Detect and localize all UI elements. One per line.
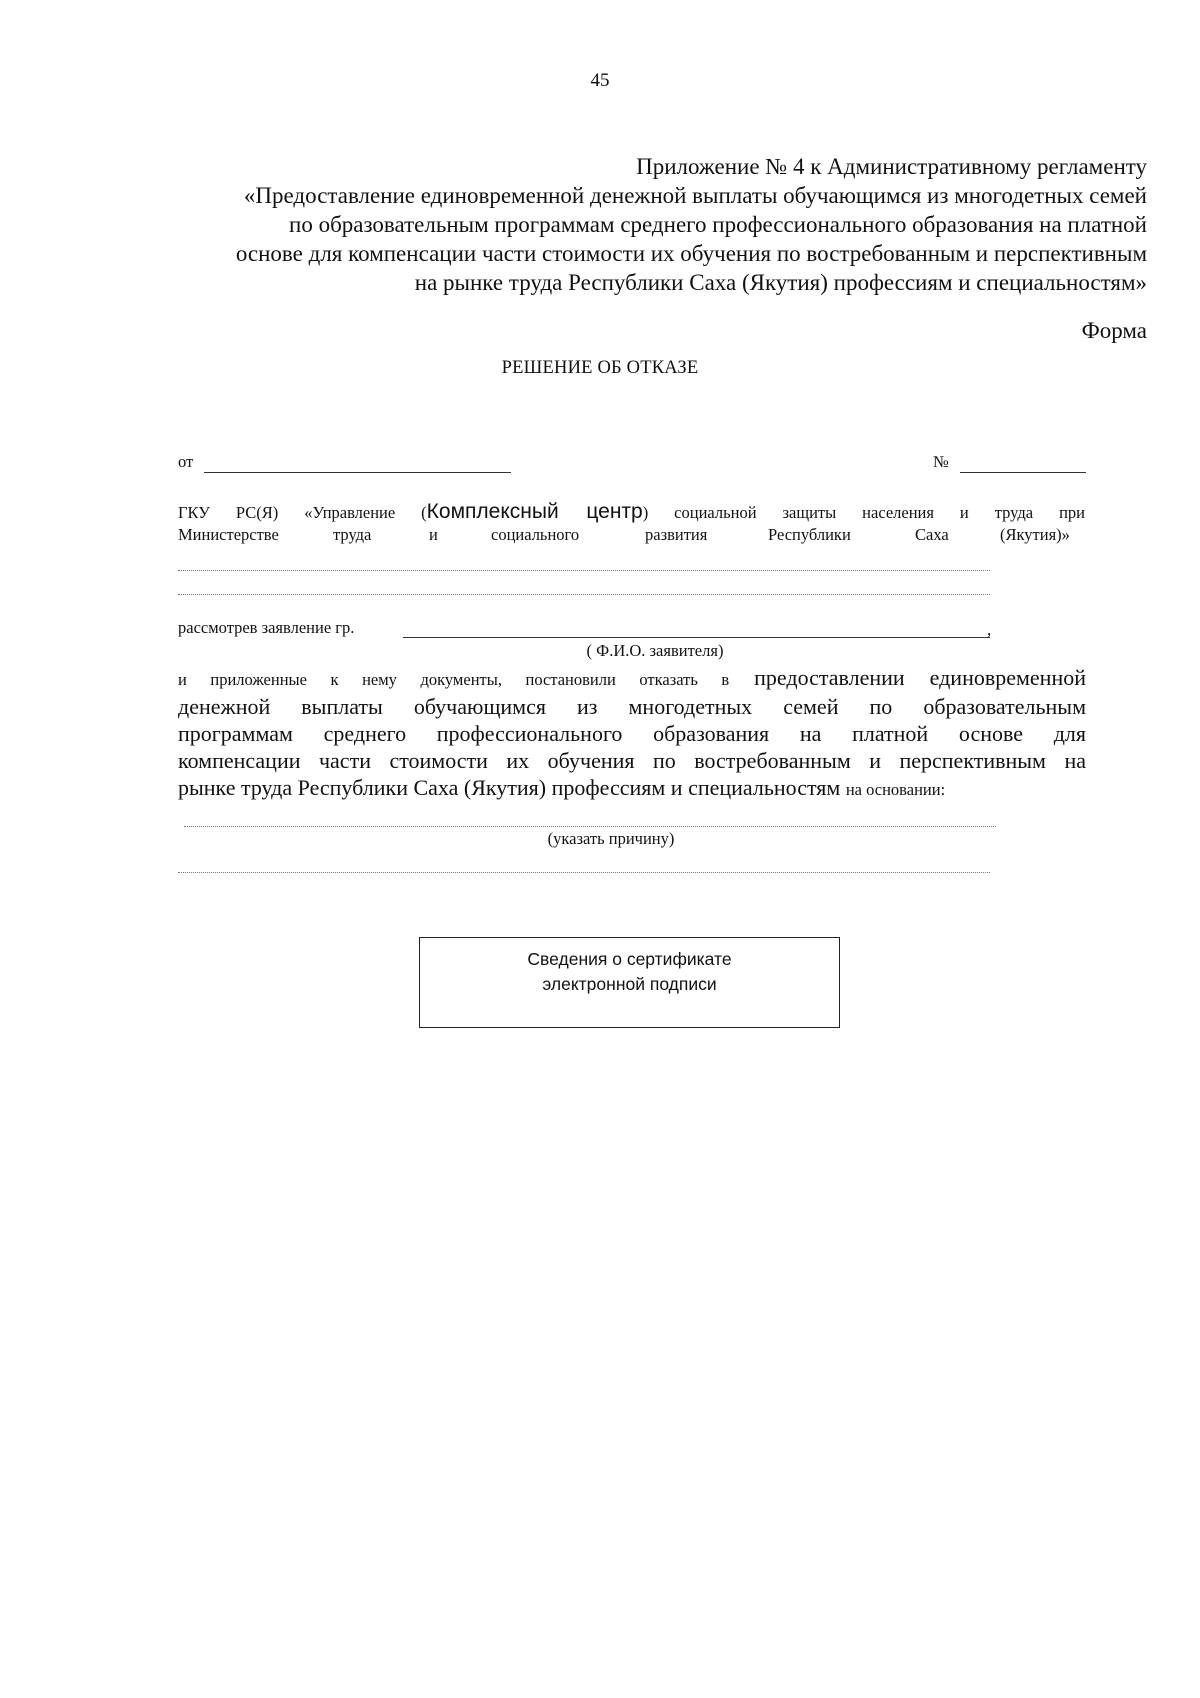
organization-center-name: Комплексный центр [426, 500, 643, 523]
reason-blank-line [184, 826, 996, 827]
applicant-name-blank-line [403, 637, 990, 638]
appendix-line: основе для компенсации части стоимости их обучения по востребованным и перспективным [235, 241, 1147, 266]
date-label: от [178, 452, 194, 471]
body-line: программам среднего профессионального образования на платной основе для [178, 721, 1086, 746]
blank-line [178, 594, 990, 595]
page-number: 45 [590, 70, 610, 91]
organization-word: Республики [768, 525, 851, 544]
applicant-name-hint: ( Ф.И.О. заявителя) [586, 641, 724, 660]
organization-line-1 [178, 498, 1085, 526]
decision-body [178, 664, 1086, 803]
body-small-text: и приложенные к нему документы, постановили отказать в [178, 670, 730, 689]
decision-title: РЕШЕНИЕ ОБ ОТКАЗЕ [501, 358, 699, 378]
organization-word: развития [645, 525, 708, 544]
reason-blank-line-2 [178, 872, 990, 873]
reviewed-label: рассмотрев заявление гр. [178, 618, 355, 637]
comma: , [987, 620, 992, 639]
body-small-text: на основании: [845, 780, 946, 799]
appendix-header [147, 152, 1147, 297]
number-blank-line [960, 472, 1086, 473]
body-line [178, 774, 1086, 803]
body-line: денежной выплаты обучающимся из многодетных семей по образовательным [178, 694, 1086, 719]
body-text: предоставлении единовременной [754, 665, 1087, 690]
number-label: № [933, 452, 949, 471]
organization-text: ГКУ РС(Я) «Управление ( [178, 503, 427, 522]
body-line: компенсации части стоимости их обучения по востребованным и перспективным на [178, 748, 1086, 773]
appendix-line: «Предоставление единовременной денежной выплаты обучающимся из многодетных семей [243, 183, 1147, 208]
organization-word: и [429, 525, 438, 544]
date-blank-line [204, 472, 511, 473]
signature-box-line: электронной подписи [542, 974, 717, 994]
appendix-line: на рынке труда Республики Саха (Якутия) профессиям и специальностям» [414, 270, 1147, 295]
organization-word: Саха [915, 525, 949, 544]
signature-box-line: Сведения о сертификате [527, 949, 732, 969]
organization-word: Министерстве [178, 525, 279, 544]
form-label: Форма [1081, 318, 1147, 343]
organization-word: социального [491, 525, 580, 544]
organization-word: труда [333, 525, 372, 544]
organization-text: ) социальной защиты населения и труда при [642, 503, 1085, 522]
blank-line [178, 570, 990, 571]
body-text: рынке труда Республики Саха (Якутия) профессиям и специальностям [178, 775, 841, 800]
appendix-line: по образовательным программам среднего профессионального образования на платной [289, 212, 1147, 237]
reason-hint: (указать причину) [547, 829, 675, 848]
organization-word: (Якутия)» [1000, 525, 1070, 544]
date-number-row [178, 452, 1085, 476]
signature-certificate-box [419, 937, 840, 1028]
appendix-line: Приложение № 4 к Административному регламенту [636, 154, 1147, 179]
body-line [178, 664, 1086, 693]
